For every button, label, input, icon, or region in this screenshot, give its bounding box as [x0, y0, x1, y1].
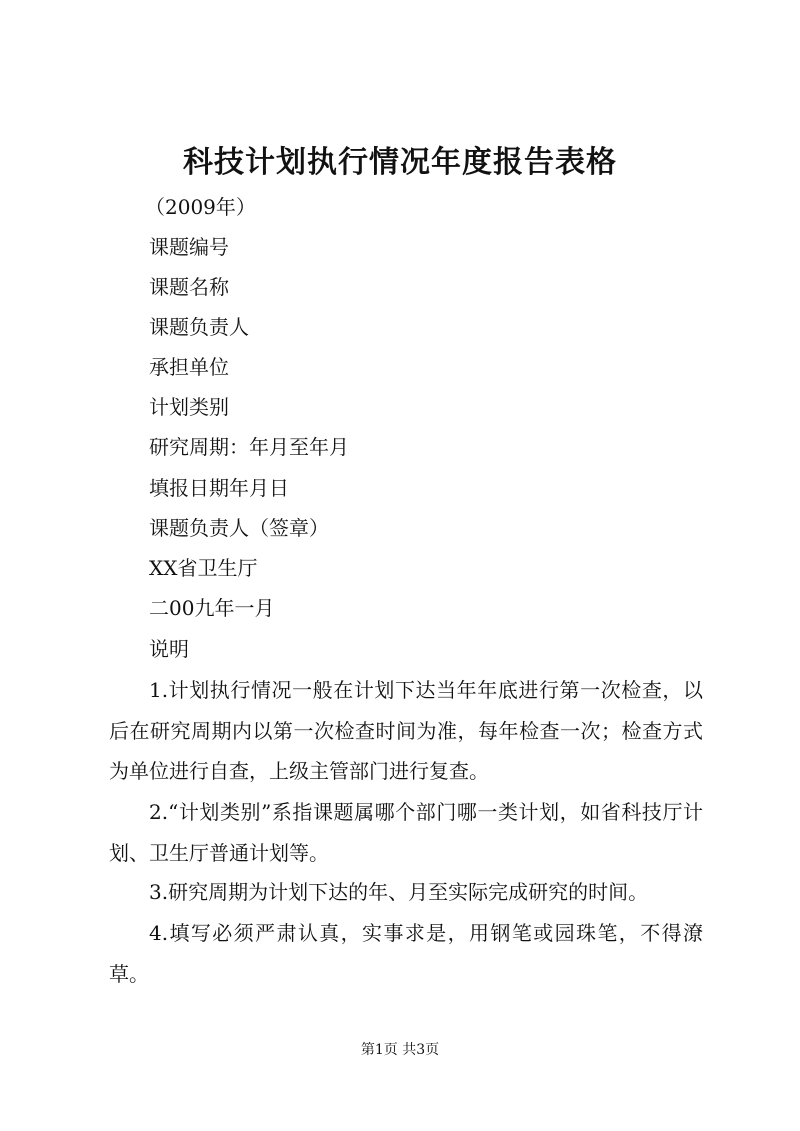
- field-research-period: 研究周期：年月至年月: [149, 435, 349, 459]
- field-project-number: 课题编号: [149, 235, 229, 259]
- issue-date: 二00九年一月: [149, 596, 275, 620]
- notes-heading: 说明: [149, 637, 189, 661]
- field-fill-date: 填报日期年月日: [149, 476, 289, 500]
- report-year: （2009年）: [145, 195, 256, 219]
- document-title: 科技计划执行情况年度报告表格: [183, 145, 617, 180]
- field-plan-category: 计划类别: [149, 395, 229, 419]
- issuing-department: XX省卫生厅: [149, 556, 258, 580]
- note-paragraph-1: 1.计划执行情况一般在计划下达当年年底进行第一次检查，以后在研究周期内以第一次检查时间为准，每年检查一次；检查方式为单位进行自查，上级主管部门进行复查。: [109, 678, 703, 783]
- field-leader-signature: 课题负责人（签章）: [149, 516, 329, 540]
- note-paragraph-2: 2.“计划类别”系指课题属哪个部门哪一类计划，如省科技厅计划、卫生厅普通计划等。: [109, 800, 703, 865]
- field-project-leader: 课题负责人: [149, 315, 249, 339]
- field-project-name: 课题名称: [149, 275, 229, 299]
- note-paragraph-3: 3.研究周期为计划下达的年、月至实际完成研究的时间。: [149, 880, 649, 904]
- note-paragraph-4: 4.填写必须严肃认真，实事求是，用钢笔或园珠笔，不得潦草。: [109, 921, 703, 986]
- field-undertaking-unit: 承担单位: [149, 355, 229, 379]
- page-footer: 第1页 共3页: [360, 1042, 440, 1058]
